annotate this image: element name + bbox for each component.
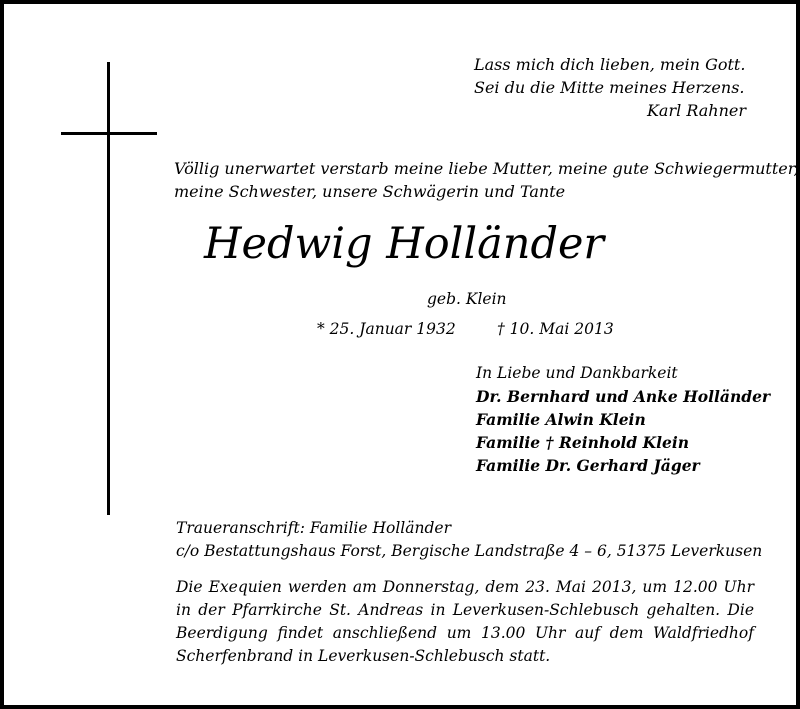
- deceased-name: Hedwig Holländer: [204, 219, 604, 269]
- cross-icon: [107, 62, 110, 515]
- mourner-name: Familie Alwin Klein: [476, 410, 646, 429]
- address-line-1: Traueranschrift: Familie Holländer: [176, 519, 451, 537]
- intro-line-1: Völlig unerwartet verstarb meine liebe Mutter, meine gute Schwiegermutter,: [174, 159, 799, 178]
- birth-date: * 25. Januar 1932: [317, 320, 456, 338]
- address-line-2: c/o Bestattungshaus Forst, Bergische Landstraße 4 – 6, 51375 Leverkusen: [176, 542, 763, 560]
- mourner-name: Familie † Reinhold Klein: [476, 433, 690, 452]
- mourning-address: [176, 517, 762, 563]
- intro-text: [174, 157, 799, 203]
- quote-line-1: Lass mich dich lieben, mein Gott.: [474, 55, 746, 74]
- quote-block: [474, 53, 746, 122]
- quote-line-2: Sei du die Mitte meines Herzens.: [474, 78, 745, 97]
- cross-icon-crossbar: [61, 132, 157, 135]
- mourners-intro: In Liebe und Dankbarkeit: [476, 364, 678, 382]
- service-info: Die Exequien werden am Donnerstag, dem 23. Mai 2013, um 12.00 Uhr in der Pfarrkirche St. Andreas in Leverkusen-Schlebusch gehalten. Die Beerdigung findet anschließend um 13.00 Uhr auf dem Waldfriedhof Scherfenbrand in Leverkusen-Schlebusch statt.: [176, 578, 754, 665]
- intro-line-2: meine Schwester, unsere Schwägerin und Tante: [174, 182, 566, 201]
- quote-author: Karl Rahner: [646, 101, 746, 120]
- maiden-name: geb. Klein: [427, 290, 507, 308]
- mourners-block: [476, 362, 770, 477]
- death-date: † 10. Mai 2013: [497, 320, 614, 338]
- mourner-name: Dr. Bernhard und Anke Holländer: [476, 387, 771, 406]
- mourner-name: Familie Dr. Gerhard Jäger: [476, 456, 700, 475]
